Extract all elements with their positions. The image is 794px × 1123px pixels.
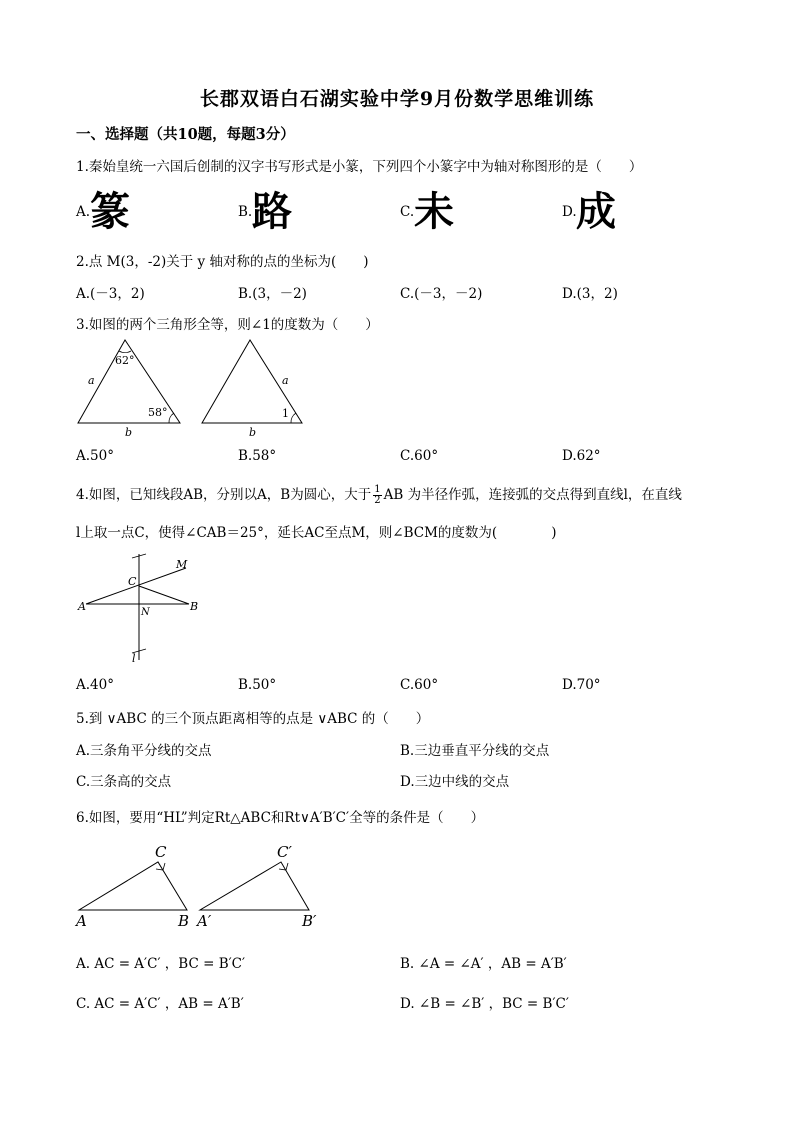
q3-angle-right-label: 58° [148, 406, 168, 419]
q4-option-d: D.70° [562, 677, 601, 693]
q3-side-a-right: a [282, 374, 289, 387]
q4-label-l: l [132, 652, 136, 665]
question-2-stem: 2.点 M(3，-2)关于 y 轴对称的点的坐标为( ) [76, 254, 369, 270]
q1-option-a-glyph: 篆 [90, 188, 130, 235]
q2-option-a: A.(－3，2) [76, 286, 145, 302]
q4-label-m: M [176, 558, 188, 571]
q6-option-d: D. ∠B = ∠B′ ，BC = B′C′ [400, 996, 569, 1012]
q4-label-a: A [78, 600, 86, 613]
q4-option-c: C.60° [400, 677, 439, 693]
q1-option-a-label: A. [76, 204, 91, 220]
q3-option-c: C.60° [400, 448, 439, 464]
q3-option-d: D.62° [562, 448, 601, 464]
q6-label-a: A [76, 912, 87, 930]
q6-triangle-a2b2c2 [200, 862, 309, 910]
q1-option-d-label: D. [562, 204, 577, 220]
q5-option-a: A.三条角平分线的交点 [76, 743, 212, 759]
q6-option-a: A. AC = A′C′ ，BC = B′C′ [76, 956, 246, 972]
page-title: 长郡双语白石湖实验中学9月份数学思维训练 [199, 88, 595, 110]
q6-triangle-abc [79, 862, 187, 910]
q3-triangles-figure [70, 335, 310, 440]
q6-option-b: B. ∠A = ∠A′ ，AB = A′B′ [400, 956, 567, 972]
q2-option-b: B.(3，－2) [238, 286, 307, 302]
q4-label-n: N [141, 607, 150, 618]
q5-option-c: C.三条高的交点 [76, 774, 172, 790]
q3-side-b-left: b [125, 426, 133, 439]
q3-option-b: B.58° [238, 448, 277, 464]
q4-fraction [373, 485, 381, 506]
q5-option-d: D.三边中线的交点 [400, 774, 510, 790]
q4-option-a: A.40° [76, 677, 114, 693]
q6-right-triangles-figure [70, 842, 330, 930]
question-5-stem: 5.到 ∨ABC 的三个顶点距离相等的点是 ∨ABC 的（ ） [76, 711, 430, 727]
q3-angle-1-arc [291, 413, 296, 423]
q1-option-b-label: B. [238, 204, 253, 220]
q4-frac-numerator: 1 [374, 484, 381, 495]
q4-label-b: B [190, 600, 199, 613]
q6-label-b: B [178, 912, 190, 930]
q4-stem-post: AB 为半径作弧，连接弧的交点得到直线l，在直线 [383, 487, 682, 503]
q1-option-b-glyph: 路 [252, 188, 292, 235]
question-4-stem-line2: l上取一点C，使得∠CAB＝25°，延长AC至点M，则∠BCM的度数为( ) [76, 525, 557, 541]
q3-angle-top-label: 62° [115, 354, 135, 367]
q1-option-c-label: C. [400, 204, 415, 220]
q3-angle-1-label: 1 [282, 407, 289, 420]
q6-label-b-prime: B′ [302, 912, 317, 930]
question-4-stem-line1 [76, 483, 682, 506]
q6-label-c: C [155, 843, 167, 861]
question-1-stem: 1.秦始皇统一六国后创制的汉字书写形式是小篆，下列四个小篆字中为轴对称图形的是（ ） [76, 159, 643, 175]
q3-side-b-right: b [249, 426, 257, 439]
q4-segment-cb [139, 586, 189, 604]
q2-option-c: C.(－3，－2) [400, 286, 483, 302]
q2-option-d: D.(3，2) [562, 286, 618, 302]
q4-option-b: B.50° [238, 677, 277, 693]
q4-label-c: C [128, 575, 137, 588]
question-3-stem: 3.如图的两个三角形全等，则∠1的度数为（ ） [76, 317, 379, 333]
q4-stem-pre: 4.如图，已知线段AB，分别以A，B为圆心，大于 [76, 487, 372, 503]
q5-option-b: B.三边垂直平分线的交点 [400, 743, 550, 759]
section-heading: 一、选择题（共10题，每题3分） [76, 126, 295, 143]
q1-option-d-glyph: 成 [576, 188, 616, 235]
q3-angle-arc-top [119, 351, 131, 353]
q6-label-c-prime: C′ [277, 843, 292, 861]
q3-angle-arc-right [169, 413, 174, 423]
question-6-stem: 6.如图，要用“HL”判定Rt△ABC和Rt∨A′B′C′全等的条件是（ ） [76, 810, 485, 826]
q4-perpendicular-bisector-figure [72, 548, 212, 668]
q1-option-c-glyph: 未 [414, 188, 454, 235]
q4-frac-denominator: 2 [374, 495, 381, 506]
q6-option-c: C. AC = A′C′ ，AB = A′B′ [76, 996, 244, 1012]
q3-option-a: A.50° [76, 448, 114, 464]
q6-label-a-prime: A′ [197, 912, 212, 930]
q3-side-a-left: a [88, 374, 95, 387]
